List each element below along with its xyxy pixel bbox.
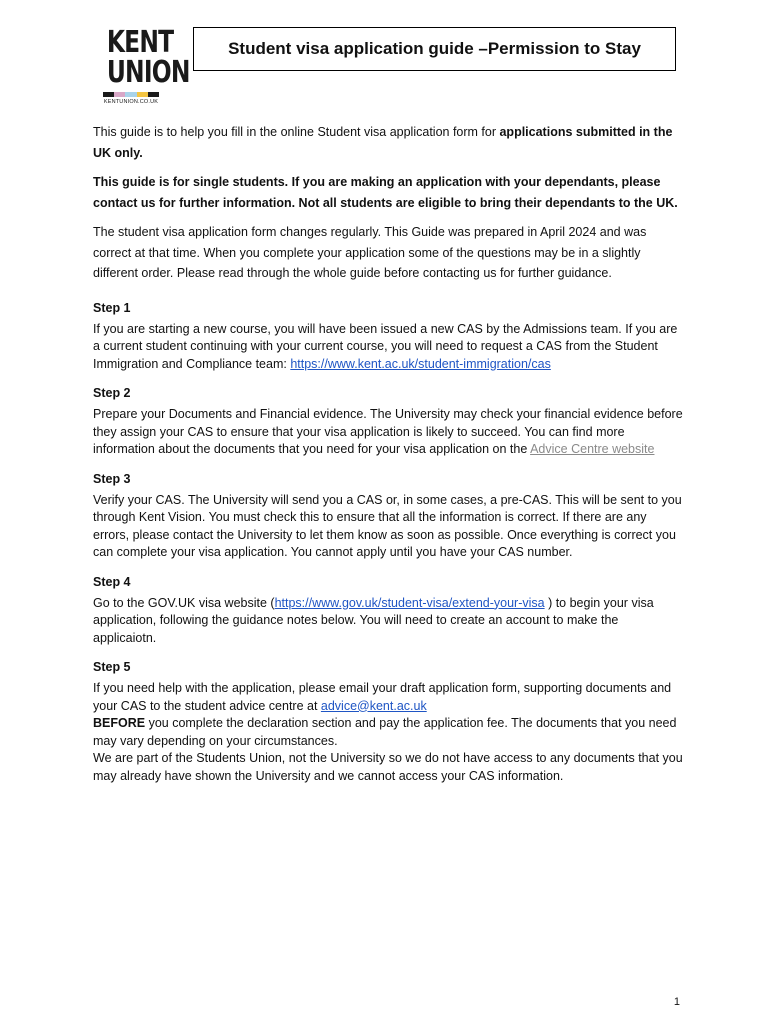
- step-1-body: If you are starting a new course, you will have been issued a new CAS by the Admissions team. If you are a current student continuing with your current course, you will need to request a CAS from the Student Immigration and Compliance team:: [93, 321, 678, 371]
- document-body: [93, 122, 683, 785]
- step-4-text: [93, 595, 683, 648]
- step-5-text: [93, 680, 683, 750]
- step-3-text: Verify your CAS. The University will send you a CAS or, in some cases, a pre-CAS. This will be sent to you through Kent Vision. You must check this to ensure that all the information is correct. If there are any errors, please contact the University to let them know as soon as possible. Once everything is correct you can complete your visa application. You cannot apply until you have your CAS number.: [93, 492, 682, 559]
- gov-uk-visa-link[interactable]: https://www.gov.uk/student-visa/extend-your-visa: [274, 595, 545, 610]
- advice-email-link[interactable]: advice@kent.ac.uk: [320, 698, 427, 713]
- logo-bar: [103, 92, 114, 97]
- step-2-heading: Step 2: [93, 386, 131, 400]
- logo-website: KENTUNION.CO.UK: [103, 99, 159, 105]
- step-4-body-start: Go to the GOV.UK visa website (: [93, 595, 275, 610]
- page-number: 1: [673, 996, 680, 1008]
- cas-request-link[interactable]: https://www.kent.ac.uk/student-immigration/cas: [290, 356, 551, 371]
- advice-centre-link[interactable]: Advice Centre website: [530, 442, 655, 456]
- intro-bold-text: applications submitted in the UK only.: [93, 125, 673, 160]
- step-4-body-end: ) to begin your visa application, following the guidance notes below. You will need to create an account to make the applicaiotn.: [93, 595, 654, 645]
- step-5-heading: Step 5: [93, 660, 131, 674]
- intro-text: This guide is to help you fill in the online Student visa application form for: [93, 125, 500, 139]
- intro-paragraph-3: The student visa application form changes regularly. This Guide was prepared in April 2024 and was correct at that time. When you complete your application some of the questions may be in a slightly different order. Please read through the whole guide before contacting us for further guidance.: [93, 225, 647, 280]
- before-emphasis: BEFORE: [93, 716, 146, 730]
- logo-bar: [148, 92, 159, 97]
- logo-bar: [114, 92, 125, 97]
- step-4-heading: Step 4: [93, 574, 131, 589]
- document-title-text: Student visa application guide –Permission to Stay: [228, 39, 641, 58]
- kent-union-logo: [100, 25, 190, 105]
- logo-line-kent: KENT: [106, 25, 174, 60]
- logo-bar: [125, 92, 136, 97]
- step-1-text: [93, 321, 683, 374]
- step-3-heading: Step 3: [93, 471, 131, 486]
- step-5-body-start: If you need help with the application, please email your draft application form, supporting documents and your CAS to the student advice centre at: [93, 681, 672, 713]
- step-2-text: [93, 406, 683, 459]
- logo-color-bars: [103, 92, 159, 97]
- step-5-body-middle: you complete the declaration section and pay the application fee. The documents that you need may vary depending on your circumstances.: [93, 716, 677, 748]
- step-1-heading: Step 1: [93, 300, 131, 315]
- step-2-body: Prepare your Documents and Financial evidence. The University may check your financial evidence before they assign your CAS to ensure that your visa application is likely to succeed. You can find more information about the documents that you need for your visa application on the: [93, 407, 683, 456]
- step-5-students-union-note: We are part of the Students Union, not the University so we do not have access to any documents that you may already have shown the University and we cannot access your CAS information.: [93, 751, 683, 783]
- logo-line-union: UNION: [106, 55, 190, 90]
- intro-paragraph-2: [93, 172, 683, 213]
- single-students-notice: This guide is for single students. If you are making an application with your dependants, please contact us for further information. Not all students are eligible to bring their dependants to the UK.: [93, 175, 678, 210]
- logo-bar: [137, 92, 148, 97]
- intro-paragraph-1: [93, 122, 683, 163]
- document-title: [193, 27, 676, 71]
